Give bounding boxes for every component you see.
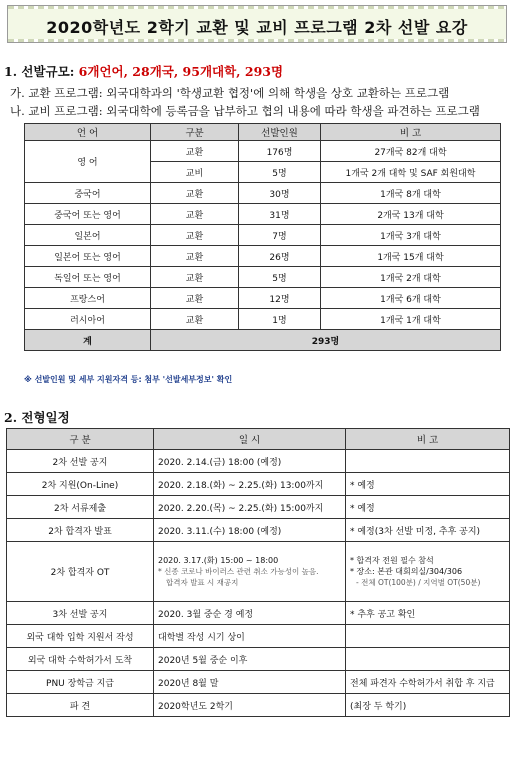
cell-remark — [346, 450, 510, 473]
cell-count: 31명 — [239, 204, 321, 225]
cell-item: 2차 합격자 발표 — [7, 519, 154, 542]
cell-count: 30명 — [239, 183, 321, 204]
cell-item: 2차 합격자 OT — [7, 542, 154, 602]
cell-type: 교환 — [151, 246, 239, 267]
table-row — [25, 288, 501, 309]
section1-line-exchange: 가. 교환 프로그램: 외국대학과의 '학생교환 협정'에 의해 학생을 상호 교환하는 프로그램 — [10, 86, 450, 100]
cell-item: 2차 지원(On-Line) — [7, 473, 154, 496]
cell-date — [154, 542, 346, 602]
cell-item: 외국 대학 입학 지원서 작성 — [7, 625, 154, 648]
table-row — [7, 694, 510, 717]
cell-remark: 전체 파견자 수학허가서 취합 후 지급 — [346, 671, 510, 694]
table-row — [7, 648, 510, 671]
title-banner — [7, 5, 507, 43]
quota-table-header — [25, 124, 501, 141]
cell-date: 2020. 2.20.(목) ~ 2.25.(화) 15:00까지 — [154, 496, 346, 519]
cell-type: 교환 — [151, 288, 239, 309]
cell-lang: 일본어 — [25, 225, 151, 246]
ot-note-sub2: - 전체 OT(100분) / 지역별 OT(50분) — [356, 578, 481, 587]
cell-count: 5명 — [239, 162, 321, 183]
cell-remark — [346, 648, 510, 671]
cell-lang: 영 어 — [25, 141, 151, 183]
cell-note: 1개국 1개 대학 — [321, 309, 501, 330]
cell-date: 2020. 2.14.(금) 18:00 (예정) — [154, 450, 346, 473]
table-row — [7, 602, 510, 625]
ot-note-main: * 합격자 전원 필수 참석 — [350, 556, 434, 565]
cell-date: 2020년 5월 중순 이후 — [154, 648, 346, 671]
cell-count: 26명 — [239, 246, 321, 267]
cell-lang: 독일어 또는 영어 — [25, 267, 151, 288]
cell-note: 1개국 2개 대학 — [321, 267, 501, 288]
cell-type: 교환 — [151, 309, 239, 330]
cell-type: 교환 — [151, 267, 239, 288]
cell-note: 1개국 2개 대학 및 SAF 회원대학 — [321, 162, 501, 183]
cell-item: PNU 장학금 지급 — [7, 671, 154, 694]
table-row — [7, 625, 510, 648]
cell-date: 2020년 8월 말 — [154, 671, 346, 694]
cell-date: 2020. 3.11.(수) 18:00 (예정) — [154, 519, 346, 542]
cell-note: 1개국 3개 대학 — [321, 225, 501, 246]
cell-date: 대학별 작성 시기 상이 — [154, 625, 346, 648]
cell-item: 파 견 — [7, 694, 154, 717]
ot-date-main: 2020. 3.17.(화) 15:00 ~ 18:00 — [158, 556, 279, 565]
ot-date-sub2: 합격자 발표 시 재공지 — [166, 578, 239, 587]
table-row — [7, 473, 510, 496]
total-label: 계 — [25, 330, 151, 351]
cell-lang: 일본어 또는 영어 — [25, 246, 151, 267]
cell-count: 1명 — [239, 309, 321, 330]
cell-date: 2020. 2.18.(화) ~ 2.25.(화) 13:00까지 — [154, 473, 346, 496]
table-row — [25, 267, 501, 288]
schedule-table-header — [7, 429, 510, 450]
cell-remark — [346, 542, 510, 602]
header-type: 구분 — [151, 124, 239, 141]
table-row — [25, 141, 501, 162]
cell-item: 외국 대학 수학허가서 도착 — [7, 648, 154, 671]
section1-line-tuition: 나. 교비 프로그램: 외국대학에 등록금을 납부하고 협의 내용에 따라 학생을 파견하는 프로그램 — [10, 104, 480, 118]
table-row — [25, 309, 501, 330]
table-row — [7, 519, 510, 542]
cell-type: 교비 — [151, 162, 239, 183]
section2-heading: 2. 전형일정 — [4, 410, 70, 425]
header-language: 언 어 — [25, 124, 151, 141]
cell-remark — [346, 625, 510, 648]
cell-note: 1개국 15개 대학 — [321, 246, 501, 267]
section1-heading-prefix: 1. 선발규모: — [4, 64, 79, 79]
cell-count: 5명 — [239, 267, 321, 288]
table-row — [25, 225, 501, 246]
cell-remark: * 예정(3차 선발 미정, 추후 공지) — [346, 519, 510, 542]
table-row — [7, 542, 510, 602]
header-note: 비 고 — [321, 124, 501, 141]
cell-lang: 프랑스어 — [25, 288, 151, 309]
cell-item: 2차 서류제출 — [7, 496, 154, 519]
title-top-stripe — [8, 6, 506, 9]
cell-type: 교환 — [151, 183, 239, 204]
cell-lang: 러시아어 — [25, 309, 151, 330]
header-date: 일 시 — [154, 429, 346, 450]
cell-note: 27개국 82개 대학 — [321, 141, 501, 162]
cell-count: 176명 — [239, 141, 321, 162]
cell-note: 2개국 13개 대학 — [321, 204, 501, 225]
title-bottom-stripe — [8, 39, 506, 42]
header-count: 선발인원 — [239, 124, 321, 141]
section1-heading-highlight: 6개언어, 28개국, 95개대학, 293명 — [78, 64, 284, 79]
cell-item: 3차 선발 공지 — [7, 602, 154, 625]
cell-remark: * 추후 공고 확인 — [346, 602, 510, 625]
cell-remark: * 예정 — [346, 473, 510, 496]
cell-lang: 중국어 — [25, 183, 151, 204]
quota-footnote: ※ 선발인원 및 세부 지원자격 등: 첨부 '선발세부정보' 확인 — [24, 375, 233, 384]
header-remark: 비 고 — [346, 429, 510, 450]
cell-remark: (최장 두 학기) — [346, 694, 510, 717]
cell-type: 교환 — [151, 225, 239, 246]
table-row — [25, 183, 501, 204]
ot-note-sub1: * 장소: 본관 대회의실/304/306 — [350, 567, 463, 576]
table-row — [7, 450, 510, 473]
cell-type: 교환 — [151, 204, 239, 225]
page-title: 2020학년도 2학기 교환 및 교비 프로그램 2차 선발 요강 — [46, 18, 468, 37]
schedule-table — [6, 428, 510, 717]
total-value: 293명 — [151, 330, 501, 351]
table-row — [25, 204, 501, 225]
cell-note: 1개국 8개 대학 — [321, 183, 501, 204]
cell-item: 2차 선발 공지 — [7, 450, 154, 473]
cell-lang: 중국어 또는 영어 — [25, 204, 151, 225]
quota-table — [24, 123, 501, 351]
cell-date: 2020. 3월 중순 경 예정 — [154, 602, 346, 625]
cell-count: 12명 — [239, 288, 321, 309]
table-row — [25, 246, 501, 267]
cell-type: 교환 — [151, 141, 239, 162]
table-row — [7, 671, 510, 694]
cell-note: 1개국 6개 대학 — [321, 288, 501, 309]
table-row — [7, 496, 510, 519]
total-row — [25, 330, 501, 351]
header-item: 구 분 — [7, 429, 154, 450]
cell-remark: * 예정 — [346, 496, 510, 519]
cell-count: 7명 — [239, 225, 321, 246]
ot-date-sub1: * 신종 코로나 바이러스 관련 취소 가능성이 높음. — [158, 567, 319, 576]
section1-heading — [4, 62, 283, 80]
cell-date: 2020학년도 2학기 — [154, 694, 346, 717]
